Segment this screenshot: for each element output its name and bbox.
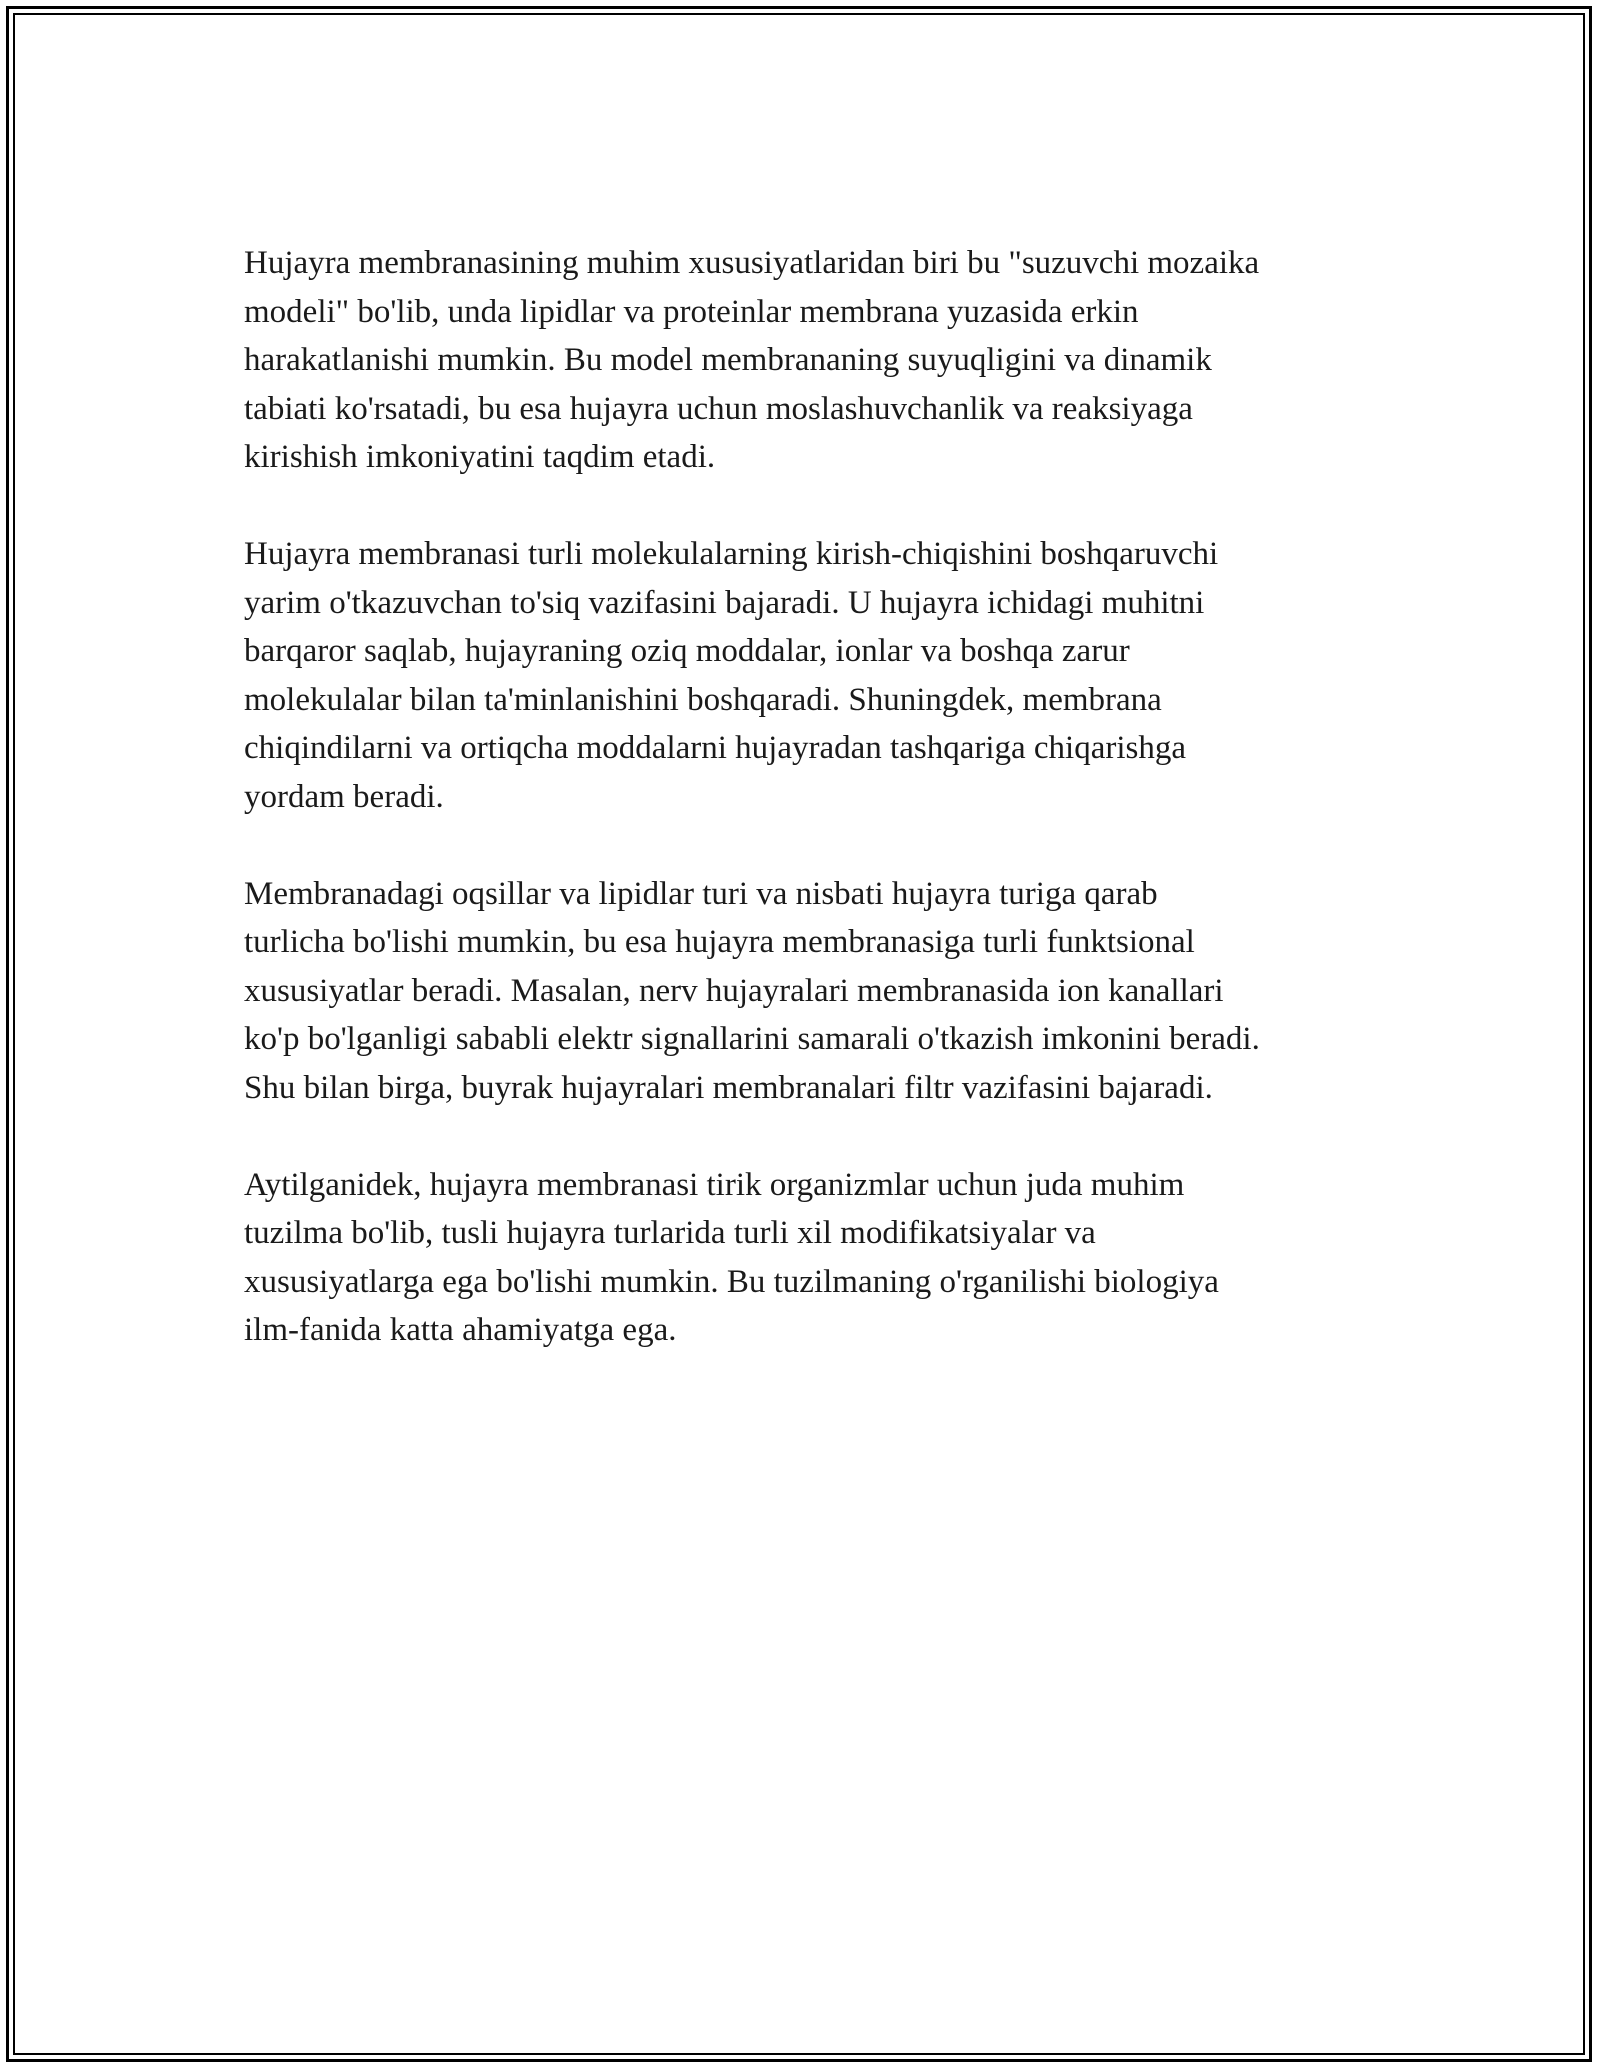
paragraph-2: Hujayra membranasi turli molekulalarning kirish-chiqishini boshqaruvchi yarim o'tkazuvchan to'siq vazifasini bajaradi. U hujayra ichidagi muhitni barqaror saqlab, hujayraning oziq moddalar, ionlar va boshqa zarur molekulalar bilan ta'minlanishini boshqaradi. Shuningdek, membrana chiqindilarni va ortiqcha moddalarni hujayradan tashqariga chiqarishga yordam beradi. (244, 536, 1219, 815)
page-frame (6, 6, 1592, 2062)
document-body (244, 239, 1384, 1403)
paragraph-4: Aytilganidek, hujayra membranasi tirik organizmlar uchun juda muhim tuzilma bo'lib, tusli hujayra turlarida turli xil modifikatsiyalar va xususiyatlarga ega bo'lishi mumkin. Bu tuzilmaning o'rganilishi biologiya ilm-fanida katta ahamiyatga ega. (244, 1166, 1219, 1348)
paragraph-1: Hujayra membranasining muhim xususiyatlaridan biri bu "suzuvchi mozaika modeli" bo'lib, unda lipidlar va proteinlar membrana yuzasida erkin harakatlanishi mumkin. Bu model membrananing suyuqligini va dinamik tabiati ko'rsatadi, bu esa hujayra uchun moslashuvchanlik va reaksiyaga kirishish imkoniyatini taqdim etadi. (244, 245, 1260, 475)
paragraph-3: Membranadagi oqsillar va lipidlar turi va nisbati hujayra turiga qarab turlicha bo'lishi mumkin, bu esa hujayra membranasiga turli funktsional xususiyatlar beradi. Masalan, nerv hujayralari membranasida ion kanallari ko'p bo'lganligi sababli elektr signallarini samarali o'tkazish imkonini beradi. Shu bilan birga, buyrak hujayralari membranalari filtr vazifasini bajaradi. (244, 875, 1260, 1106)
